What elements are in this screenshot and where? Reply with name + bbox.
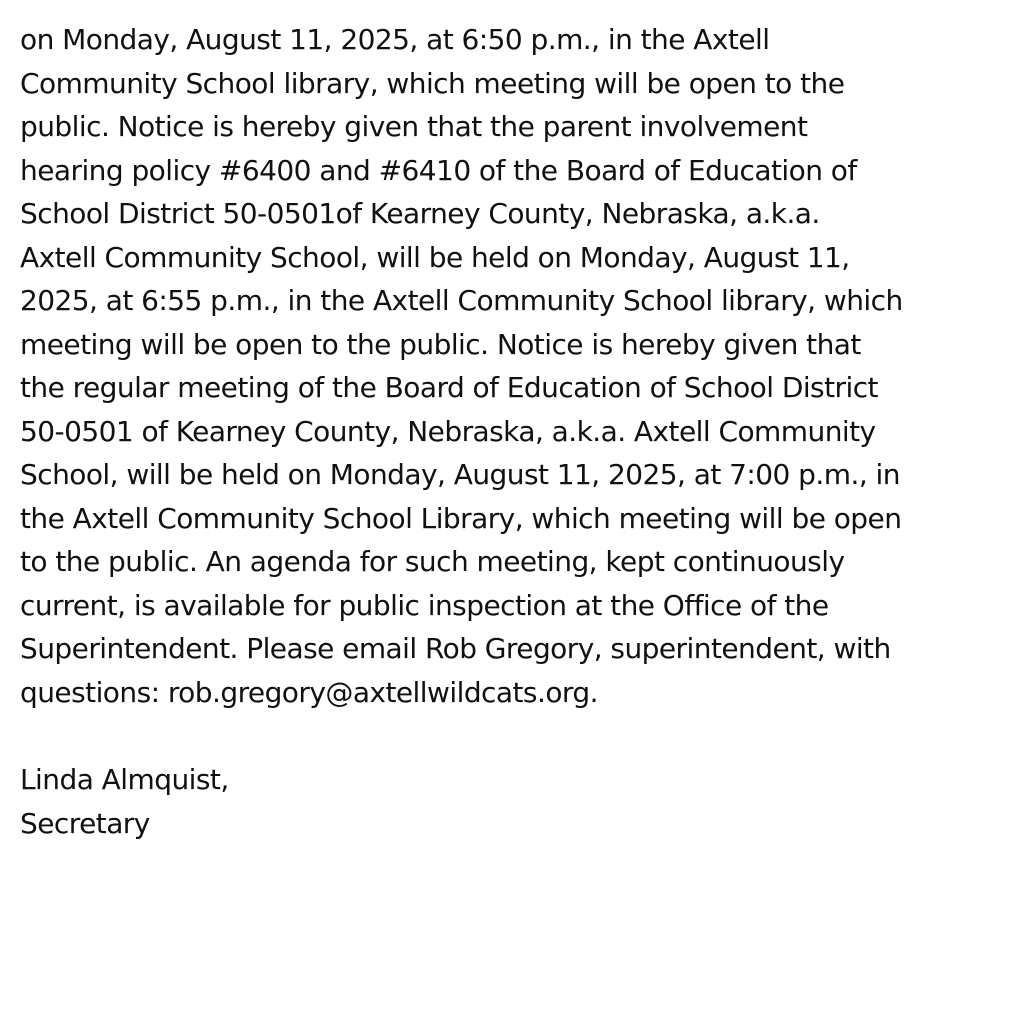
- notice-line: Superintendent. Please email Rob Gregory, superintendent, with: [20, 632, 891, 665]
- notice-line: meeting will be open to the public. Notice is hereby given that: [20, 328, 861, 361]
- notice-line: the regular meeting of the Board of Education of School District: [20, 371, 878, 404]
- notice-line: Axtell Community School, will be held on Monday, August 11,: [20, 241, 850, 274]
- notice-line: 50-0501 of Kearney County, Nebraska, a.k.a. Axtell Community: [20, 415, 876, 448]
- notice-line: to the public. An agenda for such meeting, kept continuously: [20, 545, 845, 578]
- notice-line: current, is available for public inspection at the Office of the: [20, 589, 829, 622]
- signature-name: Linda Almquist,: [20, 763, 229, 796]
- notice-line: Community School library, which meeting will be open to the: [20, 67, 845, 100]
- notice-line: public. Notice is hereby given that the parent involvement: [20, 110, 808, 143]
- notice-line: hearing policy #6400 and #6410 of the Board of Education of: [20, 154, 857, 187]
- notice-line: the Axtell Community School Library, which meeting will be open: [20, 502, 902, 535]
- signature-title: Secretary: [20, 807, 150, 840]
- notice-line: School District 50-0501of Kearney County, Nebraska, a.k.a.: [20, 197, 820, 230]
- notice-line email-line: questions: rob.gregory@axtellwildcats.org.: [20, 676, 598, 709]
- notice-line: 2025, at 6:55 p.m., in the Axtell Community School library, which: [20, 284, 903, 317]
- notice-line: on Monday, August 11, 2025, at 6:50 p.m., in the Axtell: [20, 23, 770, 56]
- notice-line: School, will be held on Monday, August 11, 2025, at 7:00 p.m., in: [20, 458, 900, 491]
